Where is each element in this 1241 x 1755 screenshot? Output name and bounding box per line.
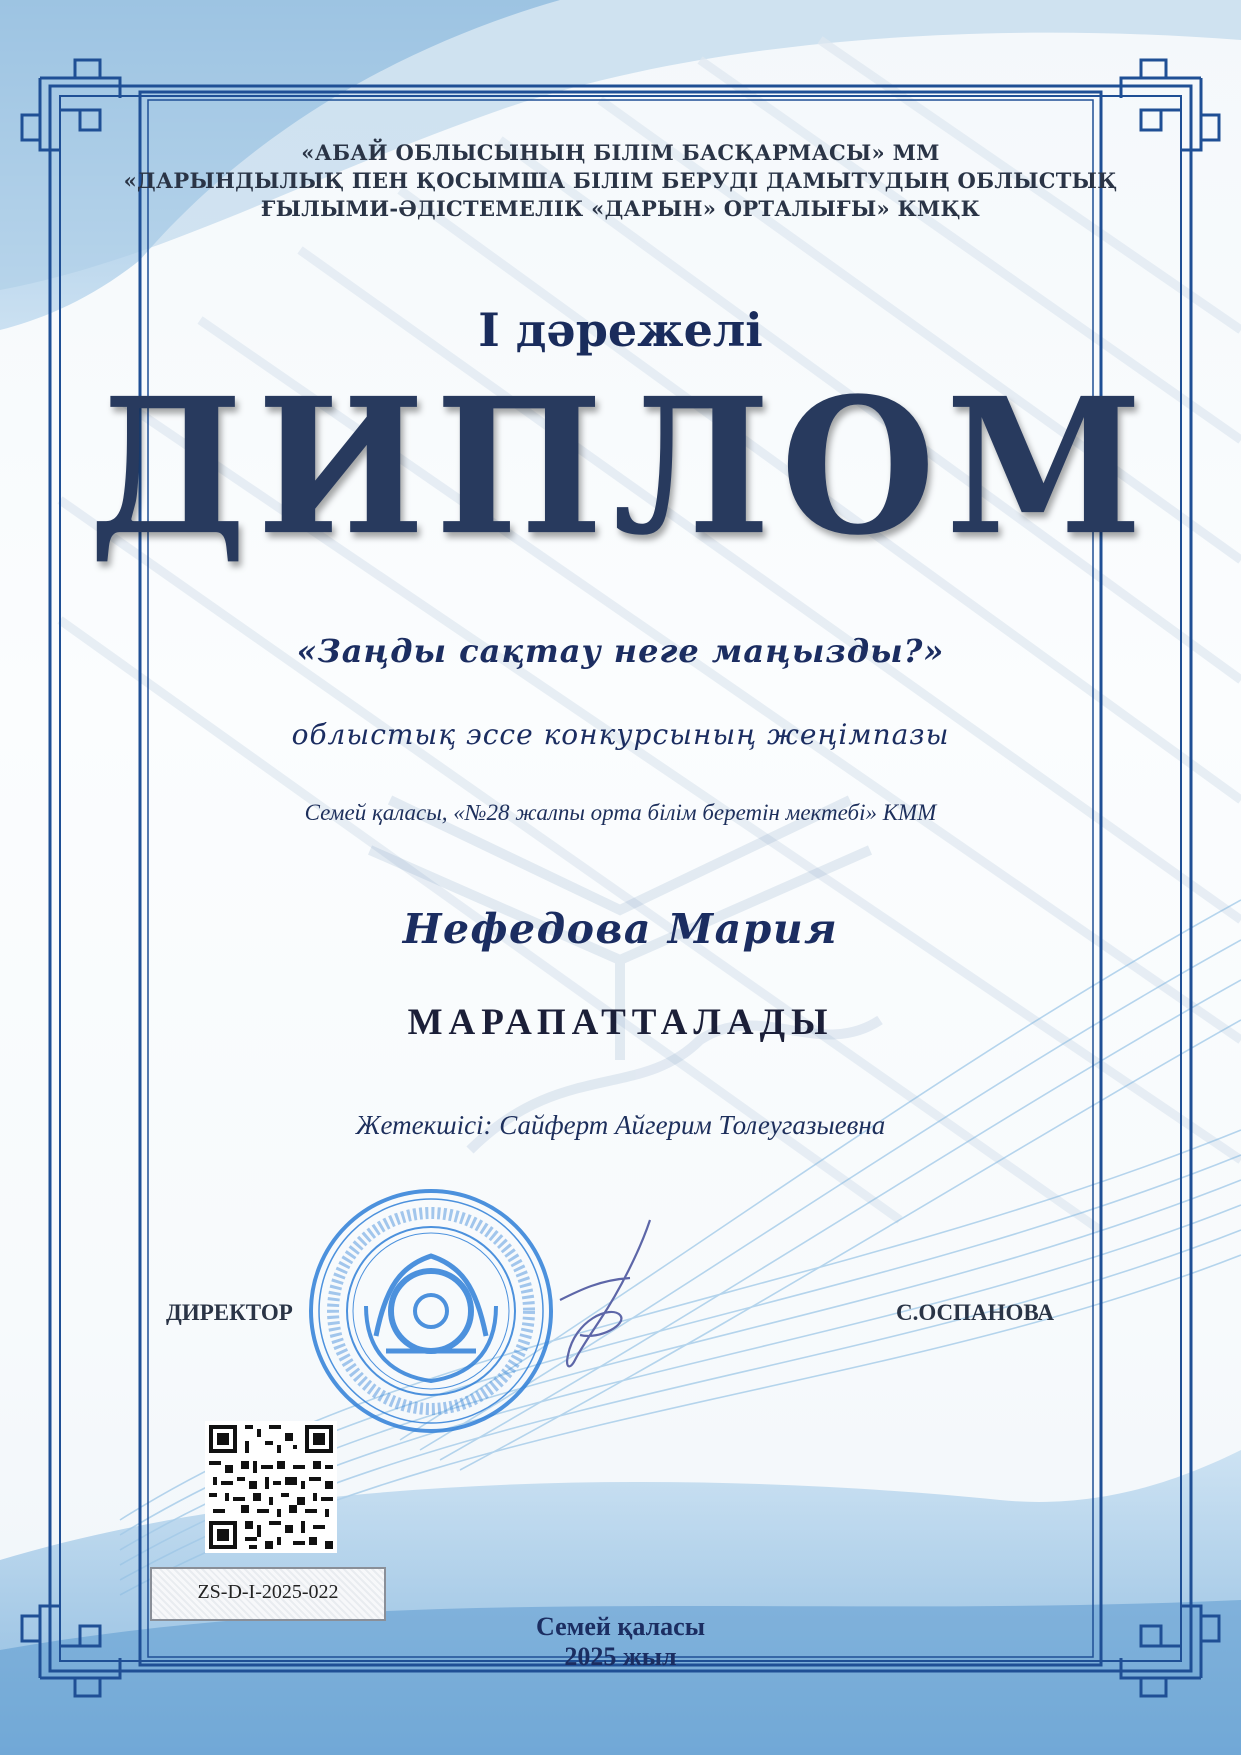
org-line-3: ҒЫЛЫМИ-ӘДІСТЕМЕЛІК «ДАРЫН» ОРТАЛЫҒЫ» КМҚК [260,196,981,221]
issue-year: 2025 жыл [564,1642,677,1671]
director-label: ДИРЕКТОР [166,1300,293,1325]
handwritten-signature [540,1210,660,1380]
awarded-label: МАРАПАТТАЛАДЫ [407,1002,834,1043]
issue-city: Семей қаласы [536,1612,705,1641]
serial-number: ZS-D-I-2025-022 [197,1581,339,1603]
school-name: Семей қаласы, «№28 жалпы орта білім беретін мектебі» КММ [304,800,937,825]
diploma-degree: І дәрежелі [478,303,763,357]
diploma-title: ДИПЛОМ [88,356,1153,577]
essay-topic: «Заңды сақтау неге маңызды?» [296,632,945,670]
award-subtitle: облыстық эссе конкурсының жеңімпазы [291,718,950,751]
recipient-name: Нефедова Мария [402,905,839,953]
round-seal-icon [306,1186,556,1436]
org-line-2: «ДАРЫНДЫЛЫҚ ПЕН ҚОСЫМША БІЛІМ БЕРУДІ ДАМЫТУДЫҢ ОБЛЫСТЫҚ [123,168,1118,193]
qr-code-icon [205,1421,337,1553]
supervisor-line: Жетекшісі: Сайферт Айгерим Толеугазыевна [355,1110,886,1140]
org-line-1: «АБАЙ ОБЛЫСЫНЫҢ БІЛІМ БАСҚАРМАСЫ» ММ [301,140,940,165]
director-name: С.ОСПАНОВА [896,1300,1054,1325]
